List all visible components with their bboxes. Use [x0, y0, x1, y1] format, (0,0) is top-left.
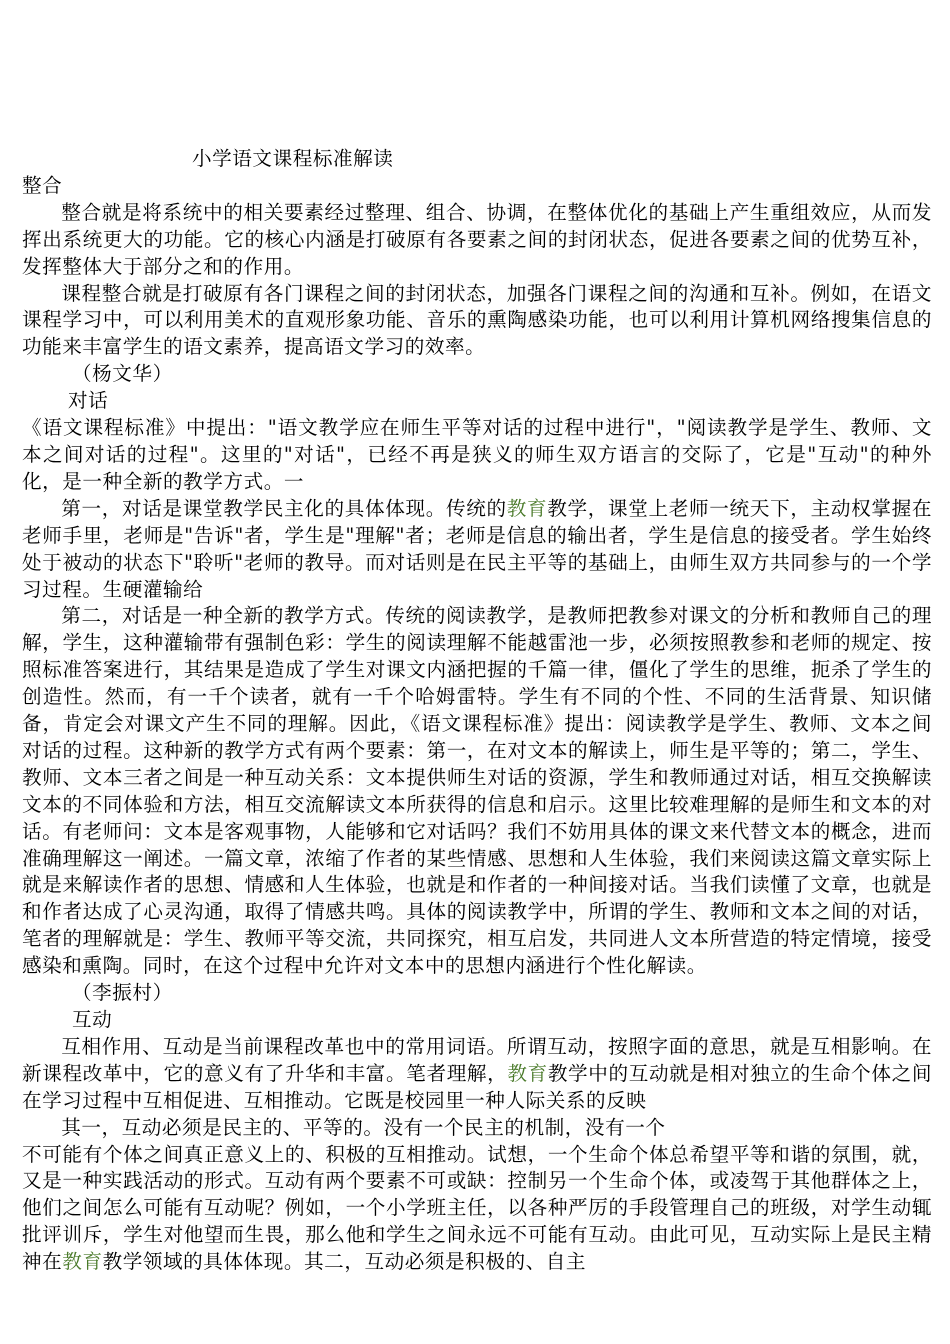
paragraph-text: 教学领域的具体体现。其二，互动必须是积极的、自主 — [102, 1250, 587, 1274]
paragraph-text: 互相作用、互动是当前课程改革也中的常用词语。所谓互动，按照字面的意思，就是互相影响。在新课程改革中，它的意义有了升华和丰富。笔者理解， — [22, 1034, 932, 1085]
paragraph: 其一，互动必须是民主的、平等的。没有一个民主的机制，没有一个 — [61, 1115, 666, 1139]
paragraph — [22, 1142, 932, 1277]
keyword-link-education[interactable]: 教育 — [62, 1250, 103, 1274]
paragraph — [22, 1034, 932, 1115]
paragraph: 整合就是将系统中的相关要素经过整理、组合、协调，在整体优化的基础上产生重组效应，从而发挥出系统更大的功能。它的核心内涵是打破原有各要素之间的封闭状态，促进各要素之间的优势互补，发挥整体大于部分之和的作用。 — [22, 200, 932, 278]
document-title: 小学语文课程标准解读 — [192, 147, 394, 170]
author-attribution: （杨文华） — [72, 362, 173, 386]
paragraph: 第二，对话是一种全新的教学方式。传统的阅读教学，是教师把教参对课文的分析和教师自己的理解，学生，这种灌输带有强制色彩：学生的阅读理解不能越雷池一步，必须按照教参和老师的规定、按照标准答案进行，其结果是造成了学生对课文内涵把握的千篇一律，僵化了学生的思维，扼杀了学生的创造性。然而，有一千个读者，就有一千个哈姆雷特。学生有不同的个性、不同的生活背景、知识储备，肯定会对课文产生不同的理解。因此，《语文课程标准》提出：阅读教学是学生、教师、文本之间对话的过程。这种新的教学方式有两个要素：第一，在对文本的解读上，师生是平等的；第二，学生、教师、文本三者之间是一种互动关系：文本提供师生对话的资源，学生和教师通过对话，相互交换解读文本的不同体验和方法，相互交流解读文本所获得的信息和启示。这里比较难理解的是师生和文本的对话。有老师问：文本是客观事物，人能够和它对话吗？我们不妨用具体的课文来代替文本的概念，进而准确理解这一阐述。一篇文章，浓缩了作者的某些情感、思想和人生体验，我们来阅读这篇文章实际上就是来解读作者的思想、情感和人生体验，也就是和作者的一种间接对话。当我们读懂了文章，也就是和作者达成了心灵沟通，取得了情感共鸣。具体的阅读教学中，所谓的学生、教师和文本之间的对话，笔者的理解就是：学生、教师平等交流，共同探究，相互启发，共同进人文本所营造的特定情境，接受感染和熏陶。同时，在这个过程中允许对文本中的思想内涵进行个性化解读。 — [22, 604, 932, 978]
author-attribution: （李振村） — [72, 981, 173, 1005]
paragraph-text: 第一，对话是课堂教学民主化的具体体现。传统的 — [61, 496, 507, 520]
paragraph: 课程整合就是打破原有各门课程之间的封闭状态，加强各门课程之间的沟通和互补。例如，在语文课程学习中，可以利用美术的直观形象功能、音乐的熏陶感染功能，也可以利用计算机网络搜集信息的功能来丰富学生的语文素养，提高语文学习的效率。 — [22, 281, 932, 359]
paragraph-text: 不可能有个体之间真正意义上的、积极的互相推动。试想，一个生命个体总希望平等和谐的氛围，就，又是一种实践活动的形式。互动有两个要素不可或缺：控制另一个生命个体，或凌驾于其他群体之上，他们之间怎么可能有互动呢？例如，一个小学班主任，以各种严厉的手段管理自己的班级，对学生动辄批评训斥，学生对他望而生畏，那么他和学生之间永远不可能有互动。由此可见，互动实际上是民主精神在 — [22, 1142, 932, 1274]
section-heading-interaction: 互动 — [72, 1008, 113, 1031]
paragraph: 《语文课程标准》中提出："语文教学应在师生平等对话的过程中进行"，"阅读教学是学生、教师、文本之间对话的过程"。这里的"对话"，已经不再是狭义的师生双方语言的交际了，它是"互动"的种外化，是一种全新的教学方式。一 — [22, 416, 932, 493]
document-page — [22, 146, 932, 1276]
section-heading-dialogue: 对话 — [68, 389, 109, 413]
keyword-link-education[interactable]: 教育 — [507, 1061, 548, 1085]
paragraph — [22, 496, 932, 604]
paragraph-text: 教学，课堂上老师一统天下，主动权掌握在老师手里，老师是"告诉"者，学生是"理解"者；老师是信息的输出者，学生是信息的接受者。学生始终处于被动的状态下"聆听"老师的教导。而对话则是在民主平等的基础上，由师生双方共同参与的一个学习过程。生硬灌输给 — [22, 496, 932, 601]
section-heading-integration: 整合 — [22, 173, 63, 197]
keyword-link-education[interactable]: 教育 — [506, 496, 548, 520]
paragraph-text: 教学中的互动就是相对独立的生命个体之间在学习过程中互相促进、互相推动。它既是校园里一种人际关系的反映 — [22, 1061, 932, 1112]
